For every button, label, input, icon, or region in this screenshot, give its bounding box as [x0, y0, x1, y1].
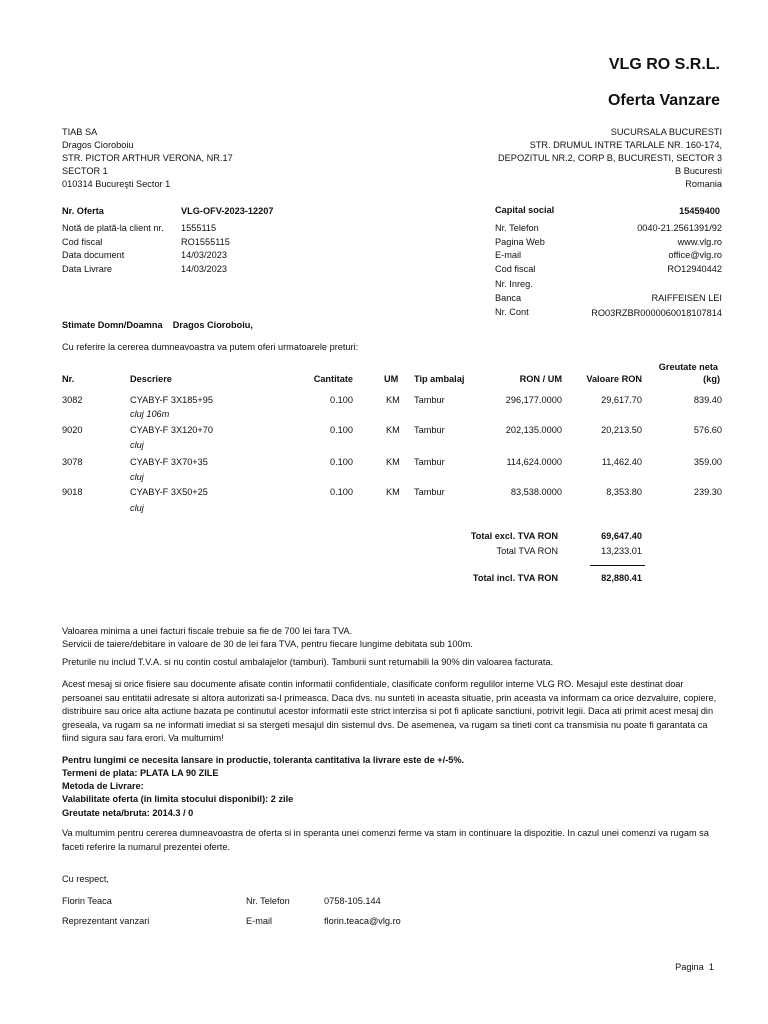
offer-info-label: Data Livrare [62, 264, 113, 274]
company-info-label: Banca [495, 293, 522, 303]
totals-divider [590, 565, 645, 566]
cell-pret: 202,135.0000 [505, 425, 562, 435]
total-excl-label: Total excl. TVA RON [470, 531, 558, 541]
cell-tip: Tambur [414, 457, 445, 467]
client-address [62, 126, 233, 191]
cell-um: KM [386, 487, 400, 497]
branch-line: SUCURSALA BUCURESTI [610, 127, 722, 137]
closing-thanks: Va multumim pentru cererea dumneavoastra de oferta si in speranta unei comenzi ferme va stam in continuare la dispozitie. In cazul unei comenzi va rugam sa faceti referire la numarul prezentei oferte. [62, 828, 709, 852]
cell-descriere: CYABY-F 3X70+35 [130, 457, 208, 467]
client-line: STR. PICTOR ARTHUR VERONA, NR.17 [62, 153, 233, 163]
offer-info-label: Data document [62, 250, 125, 260]
offer-info-label: Notă de plată-la client nr. [62, 223, 164, 233]
cell-nr: 9020 [62, 425, 83, 435]
cell-um: KM [386, 395, 400, 405]
cell-cantitate: 0.100 [330, 425, 353, 435]
company-info-label: Nr. Telefon [495, 223, 539, 233]
th-pret: RON / UM [519, 374, 562, 384]
capital-value: 15459400 [679, 206, 720, 216]
th-um: UM [384, 374, 399, 384]
company-name: VLG RO S.R.L. [608, 56, 720, 73]
cell-descriere: CYABY-F 3X50+25 [130, 487, 208, 497]
company-info-label: Cod fiscal [495, 264, 536, 274]
capital-label: Capital social [495, 205, 555, 215]
cell-valoare: 8,353.80 [606, 487, 642, 497]
offer-info-value: RO1555115 [181, 237, 230, 247]
th-valoare: Valoare RON [586, 374, 642, 384]
cell-um: KM [386, 457, 400, 467]
cell-greutate: 359.00 [693, 457, 722, 467]
branch-address [498, 126, 722, 191]
total-tva-value: 13,233.01 [601, 546, 642, 556]
closing-regards: Cu respect, [62, 874, 109, 884]
th-tip-ambalaj: Tip ambalaj [414, 374, 465, 384]
cell-tip: Tambur [414, 425, 445, 435]
cell-cantitate: 0.100 [330, 395, 353, 405]
cell-note: cluj 106m [130, 409, 170, 419]
cell-nr: 9018 [62, 487, 83, 497]
offer-number-label: Nr. Oferta [62, 206, 104, 216]
offer-info-value: 14/03/2023 [181, 250, 227, 260]
term-delivery: Metoda de Livrare: [62, 781, 144, 791]
cell-pret: 114,624.0000 [506, 457, 562, 467]
th-greutate-1: Greutate neta [658, 362, 718, 372]
company-info-value: 0040-21.2561391/92 [637, 223, 722, 233]
total-tva-label: Total TVA RON [496, 546, 558, 556]
cell-nr: 3078 [62, 457, 83, 467]
intro-text: Cu referire la cererea dumneavoastra va putem oferi urmatoarele preturi: [62, 342, 359, 352]
signer-role: Reprezentant vanzari [62, 916, 150, 926]
note-prices: Preturile nu includ T.V.A. si nu contin costul ambalajelor (tamburi). Tamburii sunt returnabili la 90% din valoarea facturata. [62, 657, 554, 667]
note-confidential: Acest mesaj si orice fisiere sau documente afisate contin informatii confidentiale, clasificate conform regulilor interne VLG RO. Mesajul este destinat doar persoanei sau entitatii adresate si altora autorizati sa-l primeasca. Daca dvs. nu sunteti in aceasta situatie, prin aceasta va informam ca orice dezvaluire, copiere, distribuire sau orice alta actiune bazata pe continutul acestor informatii este strict interzisa si pot fi aplicate sanctiuni, potrivit legii. Daca ati primit acest mesaj din greseala, va rugam sa ne informati imediat si sa stergeti mesajul din sistemul dvs. De asemenea, va rugam sa tineti cont ca transmisia nu poate fi garantata ca fiind sigura sau fara erori. Va multumim! [62, 679, 717, 743]
cell-valoare: 29,617.70 [601, 395, 642, 405]
term-tolerance: Pentru lungimi ce necesita lansare in productie, toleranta cantitativa la livrare este de +/-5%. [62, 755, 465, 765]
cell-note: cluj [130, 440, 144, 450]
cell-note: cluj [130, 503, 144, 513]
branch-line: B Bucuresti [675, 166, 722, 176]
total-incl-value: 82,880.41 [601, 573, 642, 583]
greeting-name: Dragos Cioroboiu, [172, 320, 253, 330]
th-nr: Nr. [62, 374, 75, 384]
client-line: Dragos Cioroboiu [62, 140, 134, 150]
cell-greutate: 576.60 [693, 425, 722, 435]
term-validity: Valabilitate oferta (in limita stocului disponibil): 2 zile [62, 794, 294, 804]
cell-valoare: 20,213.50 [601, 425, 642, 435]
branch-line: DEPOZITUL NR.2, CORP B, BUCURESTI, SECTOR 3 [498, 153, 722, 163]
client-line: 010314 Bucureşti Sector 1 [62, 179, 171, 189]
total-incl-label: Total incl. TVA RON [472, 573, 558, 583]
branch-line: Romania [685, 179, 722, 189]
note-min-value: Valoarea minima a unei facturi fiscale trebuie sa fie de 700 lei fara TVA. [62, 626, 353, 636]
cell-greutate: 239.30 [693, 487, 722, 497]
term-weight: Greutate neta/bruta: 2014.3 / 0 [62, 808, 194, 818]
company-info-label: Nr. Inreg. [495, 279, 533, 289]
company-info-value: www.vlg.ro [677, 237, 722, 247]
cell-valoare: 11,462.40 [601, 457, 642, 467]
company-info-label: Pagina Web [495, 237, 545, 247]
cell-tip: Tambur [414, 395, 445, 405]
th-descriere: Descriere [130, 374, 172, 384]
cell-pret: 83,538.0000 [510, 487, 562, 497]
cell-cantitate: 0.100 [330, 487, 353, 497]
cell-pret: 296,177.0000 [505, 395, 562, 405]
cell-cantitate: 0.100 [330, 457, 353, 467]
page-number: 1 [708, 962, 714, 972]
company-info-value: office@vlg.ro [668, 250, 722, 260]
page-label: Pagina [675, 962, 704, 972]
term-payment: Termeni de plata: PLATA LA 90 ZILE [62, 768, 219, 778]
company-info-label: Nr. Cont [495, 307, 529, 317]
signer-name: Florin Teaca [62, 896, 112, 906]
signer-phone-value: 0758-105.144 [324, 896, 381, 906]
cell-nr: 3082 [62, 395, 83, 405]
cell-descriere: CYABY-F 3X185+95 [130, 395, 213, 405]
greeting-label: Stimate Domn/Doamna [62, 320, 163, 330]
cell-greutate: 839.40 [693, 395, 722, 405]
signer-email-label: E-mail [246, 916, 273, 926]
total-excl-value: 69,647.40 [601, 531, 642, 541]
page-footer [675, 962, 714, 972]
signer-phone-label: Nr. Telefon [246, 896, 290, 906]
branch-line: STR. DRUMUL INTRE TARLALE NR. 160-174, [529, 140, 722, 150]
cell-note: cluj [130, 472, 144, 482]
th-greutate-2: (kg) [703, 374, 720, 384]
client-line: SECTOR 1 [62, 166, 108, 176]
company-info-value: RO12940442 [667, 264, 722, 274]
signer-email-link[interactable]: florin.teaca@vlg.ro [324, 916, 401, 926]
cell-tip: Tambur [414, 487, 445, 497]
offer-number-value: VLG-OFV-2023-12207 [181, 206, 274, 216]
cell-descriere: CYABY-F 3X120+70 [130, 425, 213, 435]
offer-info-value: 14/03/2023 [181, 264, 227, 274]
client-line: TIAB SA [62, 127, 98, 137]
greeting [62, 320, 253, 330]
company-info-value: RAIFFEISEN LEI [651, 293, 722, 303]
document-title: Oferta Vanzare [607, 92, 720, 109]
company-info-label: E-mail [495, 250, 522, 260]
note-cutting: Servicii de taiere/debitare in valoare de 30 de lei fara TVA, pentru fiecare lungime debitata sub 100m. [62, 639, 473, 649]
cell-um: KM [386, 425, 400, 435]
company-info-value: RO03RZBR0000060018107814 [591, 308, 722, 318]
offer-info-label: Cod fiscal [62, 237, 103, 247]
offer-info-value: 1555115 [181, 223, 217, 233]
th-cantitate: Cantitate [313, 374, 353, 384]
